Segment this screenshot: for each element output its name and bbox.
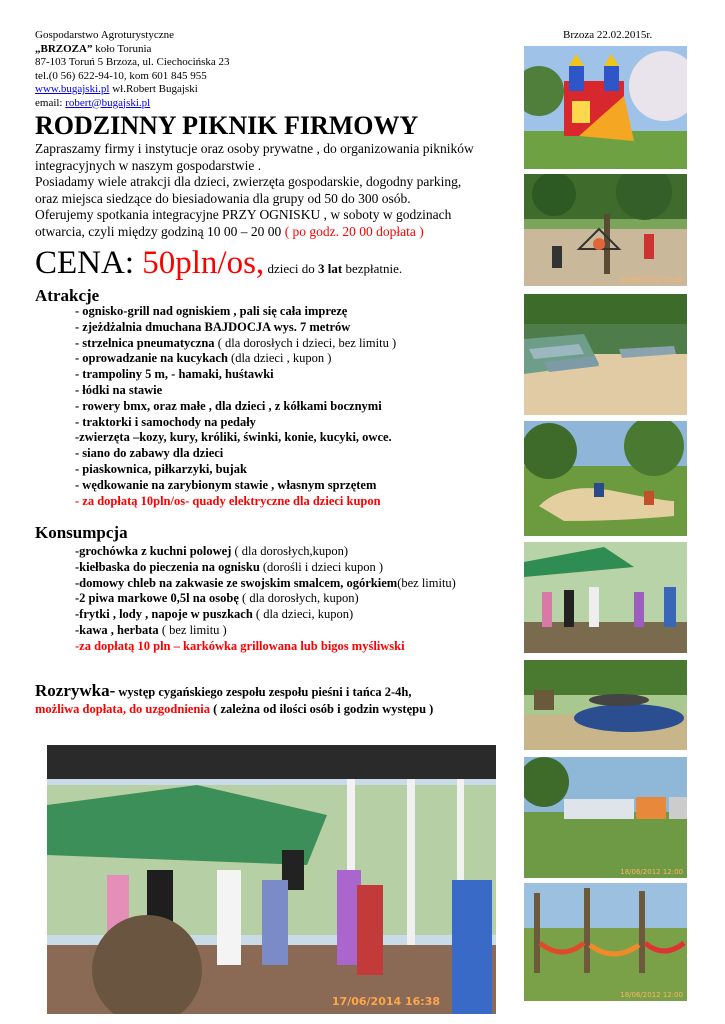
consumption-heading: Konsumpcja (35, 523, 128, 542)
list-item (75, 591, 456, 607)
intro-line: Oferujemy spotkania integracyjne PRZY OGNISKU , w soboty w godzinach (35, 207, 452, 222)
intro-line: Zapraszamy firmy i instytucje oraz osoby prywatne , do organizowania pikników (35, 141, 474, 156)
farm-location: koło Torunia (92, 42, 152, 55)
item-text: -kiełbaska do pieczenia na ognisku (75, 559, 260, 574)
list-item (75, 576, 456, 592)
photo-date-stamp: 17/06/2014 16:38 (331, 995, 440, 1008)
pond-boats-photo (524, 294, 687, 415)
list-item (75, 544, 456, 560)
entertainment-line (35, 680, 411, 701)
email-link[interactable]: robert@bugajski.pl (65, 96, 151, 109)
price-line (35, 243, 402, 283)
owner-name: wł.Robert Bugajski (109, 83, 198, 95)
intro-paragraph (35, 141, 525, 240)
farm-name-line (35, 43, 365, 57)
entertainment-surcharge: możliwa dopłata, do uzgodnienia (35, 702, 211, 716)
folk-band-performance-photo (47, 745, 496, 1014)
item-text: -2 piwa markowe 0,5l na osobę (75, 591, 239, 606)
item-note: ( bez limitu ) (158, 622, 227, 637)
list-item (75, 607, 456, 623)
email-line (35, 97, 365, 111)
photo-date-stamp: 18/06/2012 12:00 (620, 868, 683, 876)
list-item (75, 446, 396, 462)
phone-line: tel.(0 56) 622-94-10, kom 601 845 955 (35, 69, 207, 82)
buses-photo (524, 757, 687, 878)
price-note (264, 261, 402, 276)
list-item-surcharge: -za dopłatą 10 pln – karkówka grillowana lub bigos myśliwski (75, 638, 405, 653)
item-text: -grochówka z kuchni polowej (75, 544, 232, 558)
item-text: - łódki na stawie (75, 382, 163, 397)
item-text: -kawa , herbata (75, 622, 159, 637)
item-text: -frytki , lody , napoje w puszkach (75, 607, 253, 622)
item-note: ( dla dorosłych, kupon) (238, 591, 359, 606)
bouncy-castle-photo (524, 46, 687, 169)
attractions-heading: Atrakcje (35, 286, 100, 305)
late-surcharge-note: ( po godz. 20 00 dopłata ) (284, 223, 424, 239)
intro-line: integracyjnych w naszym gospodarstwie . (35, 157, 262, 173)
page-title: RODZINNY PIKNIK FIRMOWY (35, 111, 419, 140)
item-text: - strzelnica pneumatyczna (75, 335, 215, 350)
entertainment-condition: ( zależna od ilości osób i godzin występu ) (210, 702, 434, 716)
item-text: -domowy chleb na zakwasie ze swojskim smalcem, ogórkiem (75, 575, 398, 590)
price-label: CENA: (35, 245, 143, 281)
list-item (75, 351, 396, 367)
price-note-age: 3 lat (317, 261, 343, 276)
trampoline-photo (524, 660, 687, 750)
item-text: - traktorki i samochody na pedały (75, 414, 256, 429)
folk-band-small-photo (524, 542, 687, 653)
bonfire-photo (524, 174, 687, 286)
item-note: ( dla dzieci, kupon) (252, 607, 354, 622)
item-note: ( dla dorosłych,kupon) (231, 544, 349, 558)
list-item (75, 367, 396, 383)
entertainment-description: występ cygańskiego zespołu zespołu pieśni i tańca 2-4h, (115, 685, 412, 699)
list-item (75, 304, 396, 320)
item-text: - rowery bmx, oraz małe , dla dzieci , z kółkami bocznymi (75, 398, 382, 413)
document-date: Brzoza 22.02.2015r. (563, 29, 653, 41)
opening-hours: otwarcia, czyli między godziną 10 00 – 20 00 (35, 223, 285, 239)
item-text: - zjeżdżalnia dmuchana BAJDOCJA wys. 7 metrów (75, 319, 351, 334)
item-note: (dorośli i dzieci kupon ) (259, 559, 384, 574)
sandbox-photo (524, 421, 687, 536)
item-note: (dla dzieci , kupon ) (227, 351, 332, 366)
item-text: - oprowadzanie na kucykach (75, 351, 228, 366)
item-note: (bez limitu) (397, 575, 456, 590)
entertainment-heading: Rozrywka- (35, 681, 116, 700)
farm-address-block (35, 29, 365, 110)
list-item (75, 383, 396, 399)
item-note: ( dla dorosłych i dzieci, bez limitu ) (214, 335, 397, 350)
attractions-list (75, 304, 396, 509)
item-text: - trampoliny 5 m, - hamaki, huśtawki (75, 367, 274, 382)
farm-type: Gospodarstwo Agroturystyczne (35, 29, 175, 41)
item-text: - wędkowanie na zarybionym stawie , własnym sprzętem (75, 477, 377, 492)
list-item (75, 560, 456, 576)
item-text: -zwierzęta –kozy, kury, króliki, świnki, konie, kucyki, owce. (75, 430, 392, 445)
list-item (75, 320, 396, 336)
list-item (75, 336, 396, 352)
list-item (75, 415, 396, 431)
price-note-free: bezpłatnie. (342, 261, 403, 276)
item-text: - piaskownica, piłkarzyki, bujak (75, 461, 247, 476)
postal-address: 87-103 Toruń 5 Brzoza, ul. Ciechocińska 23 (35, 56, 230, 68)
entertainment-note (35, 702, 433, 717)
email-label: email: (35, 96, 66, 109)
list-item (75, 623, 456, 639)
consumption-list (75, 544, 456, 655)
list-item (75, 462, 396, 478)
item-text: - ognisko-grill nad ogniskiem , pali się cała imprezę (75, 304, 348, 318)
price-value: 50pln/os, (142, 245, 265, 281)
intro-line (35, 224, 525, 241)
price-note-text: dzieci do (264, 261, 318, 276)
intro-line: Posiadamy wiele atrakcji dla dzieci, zwierzęta gospodarskie, dogodny parking, (35, 174, 462, 189)
intro-line: oraz miejsca siedzące do biesiadowania dla grupy od 50 do 300 osób. (35, 190, 411, 206)
item-text: - siano do zabawy dla dzieci (75, 446, 224, 461)
list-item (75, 399, 396, 415)
list-item-surcharge: - za dopłatą 10pln/os- quady elektryczne dla dzieci kupon (75, 493, 381, 508)
hammocks-photo (524, 883, 687, 1001)
photo-date-stamp: 18/06/2012 12:00 (620, 991, 683, 999)
list-item (75, 430, 396, 446)
website-line (35, 83, 365, 97)
photo-date-stamp: 18/06/2012 12:00 (620, 276, 683, 284)
website-link[interactable]: www.bugajski.pl (35, 83, 110, 95)
farm-name: „BRZOZA” (35, 42, 93, 55)
list-item (75, 478, 396, 494)
